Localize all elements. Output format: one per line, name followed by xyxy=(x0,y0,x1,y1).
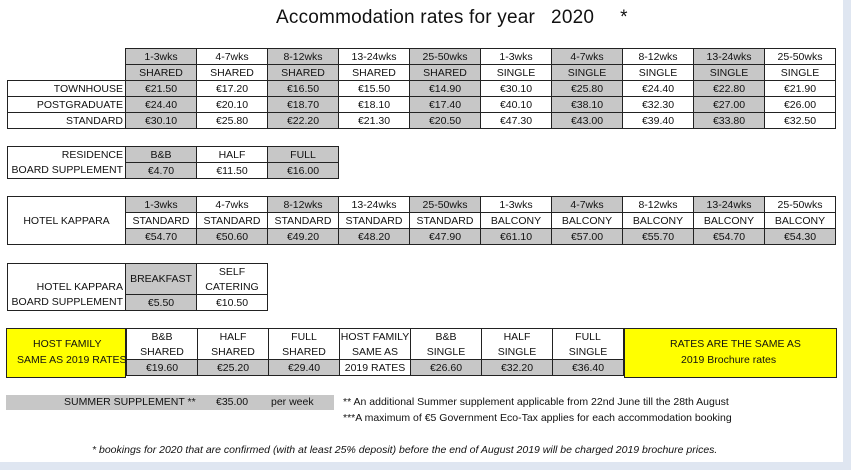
kappara-duration-header: 25-50wks xyxy=(765,197,836,213)
rate-cell: €30.10 xyxy=(481,81,552,97)
rates-table xyxy=(7,48,836,129)
kappara-duration-header: 4-7wks xyxy=(197,197,268,213)
kappara-rate-cell: €50.60 xyxy=(197,229,268,245)
residence-header-row xyxy=(8,147,339,163)
host-family-same-label: SAME AS 2019 RATES xyxy=(17,354,127,366)
kappara-room-type-header: BALCONY xyxy=(765,213,836,229)
summer-supplement-amount: €35.00 xyxy=(216,396,249,408)
host-mid-label-2: SAME AS xyxy=(340,344,411,360)
kappara-rate-cell: €61.10 xyxy=(481,229,552,245)
rate-cell: €47.30 xyxy=(481,113,552,129)
footnote: * bookings for 2020 that are confirmed (with at least 25% deposit) before the end of August 2019 will be charged 2019 brochure prices. xyxy=(92,444,718,456)
host-shared-half-header: HALF xyxy=(198,329,269,345)
host-shared-type: SHARED xyxy=(127,344,198,360)
room-type-header: SHARED xyxy=(197,65,268,81)
kappara-board-self-value: €10.50 xyxy=(197,295,268,311)
kappara-rate-cell: €49.20 xyxy=(268,229,339,245)
kappara-rate-cell: €54.30 xyxy=(765,229,836,245)
kappara-duration-row xyxy=(8,197,836,213)
host-shared-full-header: FULL xyxy=(269,329,340,345)
residence-value-bb: €4.70 xyxy=(126,163,197,179)
kappara-duration-header: 13-24wks xyxy=(694,197,765,213)
kappara-room-type-header: BALCONY xyxy=(623,213,694,229)
rate-cell: €20.10 xyxy=(197,97,268,113)
kappara-room-type-header: STANDARD xyxy=(339,213,410,229)
rate-cell: €24.40 xyxy=(623,81,694,97)
kappara-rate-cell: €54.70 xyxy=(694,229,765,245)
residence-value-full: €16.00 xyxy=(268,163,339,179)
residence-label: RESIDENCE xyxy=(8,147,126,163)
host-shared-type: SHARED xyxy=(198,344,269,360)
duration-header: 8-12wks xyxy=(268,49,339,65)
title-asterisk: * xyxy=(620,7,628,28)
rate-cell: €26.00 xyxy=(765,97,836,113)
kappara-board-hotel-label: HOTEL KAPPARA xyxy=(8,279,126,295)
brochure-note-line-1: RATES ARE THE SAME AS xyxy=(670,338,801,350)
rate-cell: €39.40 xyxy=(623,113,694,129)
rates-row-standard xyxy=(8,113,836,129)
residence-value-half: €11.50 xyxy=(197,163,268,179)
kappara-rate-cell: €55.70 xyxy=(623,229,694,245)
rates-corner-cell xyxy=(8,65,126,81)
rate-cell: €22.80 xyxy=(694,81,765,97)
room-type-header: SINGLE xyxy=(694,65,765,81)
room-type-header: SINGLE xyxy=(765,65,836,81)
title-text: Accommodation rates for year xyxy=(276,7,536,28)
host-value-row xyxy=(127,360,624,376)
duration-header: 25-50wks xyxy=(410,49,481,65)
residence-board-label: BOARD SUPPLEMENT xyxy=(8,163,126,179)
kappara-board-breakfast-value: €5.50 xyxy=(126,295,197,311)
kappara-room-type-header: STANDARD xyxy=(197,213,268,229)
rate-cell: €32.50 xyxy=(765,113,836,129)
brochure-note-line-2: 2019 Brochure rates xyxy=(681,354,777,366)
host-single-full-header: FULL xyxy=(553,329,624,345)
kappara-duration-header: 8-12wks xyxy=(268,197,339,213)
kappara-board-catering-header: CATERING xyxy=(197,279,268,295)
host-family-label: HOST FAMILY xyxy=(33,338,102,350)
rate-cell: €16.50 xyxy=(268,81,339,97)
duration-header: 25-50wks xyxy=(765,49,836,65)
kappara-value-row xyxy=(8,229,836,245)
residence-value-row xyxy=(8,163,339,179)
host-family-label-box xyxy=(6,328,126,378)
host-single-bb-value: €26.60 xyxy=(411,360,482,376)
kappara-room-type-header: BALCONY xyxy=(552,213,623,229)
room-type-header: SINGLE xyxy=(623,65,694,81)
duration-header: 8-12wks xyxy=(623,49,694,65)
host-single-type: SINGLE xyxy=(411,344,482,360)
kappara-room-type-header: STANDARD xyxy=(410,213,481,229)
rate-cell: €21.90 xyxy=(765,81,836,97)
room-type-header: SHARED xyxy=(339,65,410,81)
kappara-board-self-header: SELF xyxy=(197,264,268,280)
title-year: 2020 xyxy=(551,7,595,28)
kappara-label: HOTEL KAPPARA xyxy=(8,197,126,245)
host-header-row xyxy=(127,329,624,345)
rate-cell: €40.10 xyxy=(481,97,552,113)
rate-cell: €32.30 xyxy=(623,97,694,113)
row-label: POSTGRADUATE xyxy=(8,97,126,113)
duration-header: 4-7wks xyxy=(197,49,268,65)
duration-header: 4-7wks xyxy=(552,49,623,65)
kappara-board-row-1 xyxy=(8,264,268,280)
host-single-half-value: €32.20 xyxy=(482,360,553,376)
rate-cell: €20.50 xyxy=(410,113,481,129)
host-shared-bb-value: €19.60 xyxy=(127,360,198,376)
host-single-bb-header: B&B xyxy=(411,329,482,345)
rate-cell: €38.10 xyxy=(552,97,623,113)
rate-cell: €30.10 xyxy=(126,113,197,129)
residence-header-bb: B&B xyxy=(126,147,197,163)
kappara-board-blank xyxy=(8,264,126,280)
row-label: STANDARD xyxy=(8,113,126,129)
page-title xyxy=(276,7,628,29)
host-family-table xyxy=(126,328,624,376)
kappara-board-table xyxy=(7,263,268,311)
duration-header: 1-3wks xyxy=(126,49,197,65)
residence-header-half: HALF xyxy=(197,147,268,163)
rate-cell: €24.40 xyxy=(126,97,197,113)
kappara-rate-cell: €48.20 xyxy=(339,229,410,245)
rate-cell: €17.20 xyxy=(197,81,268,97)
kappara-room-type-header: STANDARD xyxy=(268,213,339,229)
kappara-board-row-3 xyxy=(8,295,268,311)
host-single-half-header: HALF xyxy=(482,329,553,345)
kappara-board-supplement-label: BOARD SUPPLEMENT xyxy=(8,295,126,311)
summer-supplement-label: SUMMER SUPPLEMENT ** xyxy=(64,396,196,408)
rate-cell: €18.10 xyxy=(339,97,410,113)
residence-board-table xyxy=(7,146,339,179)
host-mid-label-3: 2019 RATES xyxy=(340,360,411,376)
host-shared-full-value: €29.40 xyxy=(269,360,340,376)
room-type-header: SINGLE xyxy=(481,65,552,81)
kappara-duration-header: 13-24wks xyxy=(339,197,410,213)
room-type-header: SHARED xyxy=(410,65,481,81)
kappara-duration-header: 1-3wks xyxy=(481,197,552,213)
rate-cell: €17.40 xyxy=(410,97,481,113)
rates-row-postgraduate xyxy=(8,97,836,113)
kappara-rate-cell: €57.00 xyxy=(552,229,623,245)
rate-cell: €15.50 xyxy=(339,81,410,97)
rates-row-townhouse xyxy=(8,81,836,97)
kappara-duration-header: 25-50wks xyxy=(410,197,481,213)
room-type-header: SHARED xyxy=(268,65,339,81)
rate-cell: €25.80 xyxy=(552,81,623,97)
duration-header: 13-24wks xyxy=(339,49,410,65)
row-label: TOWNHOUSE xyxy=(8,81,126,97)
kappara-room-type-header: STANDARD xyxy=(126,213,197,229)
rates-type-row xyxy=(8,65,836,81)
hotel-kappara-table xyxy=(7,196,836,245)
rate-cell: €21.30 xyxy=(339,113,410,129)
room-type-header: SINGLE xyxy=(552,65,623,81)
host-shared-half-value: €25.20 xyxy=(198,360,269,376)
summer-note: ** An additional Summer supplement applicable from 22nd June till the 28th August xyxy=(343,396,729,408)
host-shared-bb-header: B&B xyxy=(127,329,198,345)
rate-cell: €25.80 xyxy=(197,113,268,129)
rate-cell: €43.00 xyxy=(552,113,623,129)
kappara-room-type-header: BALCONY xyxy=(694,213,765,229)
rates-corner-cell xyxy=(8,49,126,65)
kappara-room-type-header: BALCONY xyxy=(481,213,552,229)
brochure-note-box xyxy=(624,328,837,378)
kappara-duration-header: 8-12wks xyxy=(623,197,694,213)
sheet-edge-bottom xyxy=(0,462,851,470)
host-single-full-value: €36.40 xyxy=(553,360,624,376)
summer-supplement-unit: per week xyxy=(271,396,314,408)
kappara-duration-header: 4-7wks xyxy=(552,197,623,213)
rate-cell: €27.00 xyxy=(694,97,765,113)
kappara-board-breakfast-header: BREAKFAST xyxy=(126,264,197,295)
kappara-rate-cell: €54.70 xyxy=(126,229,197,245)
host-mid-label-1: HOST FAMILY xyxy=(340,330,410,343)
kappara-type-row xyxy=(8,213,836,229)
eco-tax-note: ***A maximum of €5 Government Eco-Tax applies for each accommodation booking xyxy=(343,412,732,424)
duration-header: 13-24wks xyxy=(694,49,765,65)
rate-cell: €33.80 xyxy=(694,113,765,129)
kappara-rate-cell: €47.90 xyxy=(410,229,481,245)
residence-header-full: FULL xyxy=(268,147,339,163)
rate-cell: €14.90 xyxy=(410,81,481,97)
host-single-type: SINGLE xyxy=(553,344,624,360)
rate-cell: €18.70 xyxy=(268,97,339,113)
rates-duration-row xyxy=(8,49,836,65)
rate-cell: €21.50 xyxy=(126,81,197,97)
duration-header: 1-3wks xyxy=(481,49,552,65)
host-shared-type: SHARED xyxy=(269,344,340,360)
summer-supplement-bar xyxy=(6,395,334,410)
room-type-header: SHARED xyxy=(126,65,197,81)
host-single-type: SINGLE xyxy=(482,344,553,360)
host-type-row xyxy=(127,344,624,360)
kappara-duration-header: 1-3wks xyxy=(126,197,197,213)
sheet-edge-right xyxy=(843,0,851,470)
rate-cell: €22.20 xyxy=(268,113,339,129)
